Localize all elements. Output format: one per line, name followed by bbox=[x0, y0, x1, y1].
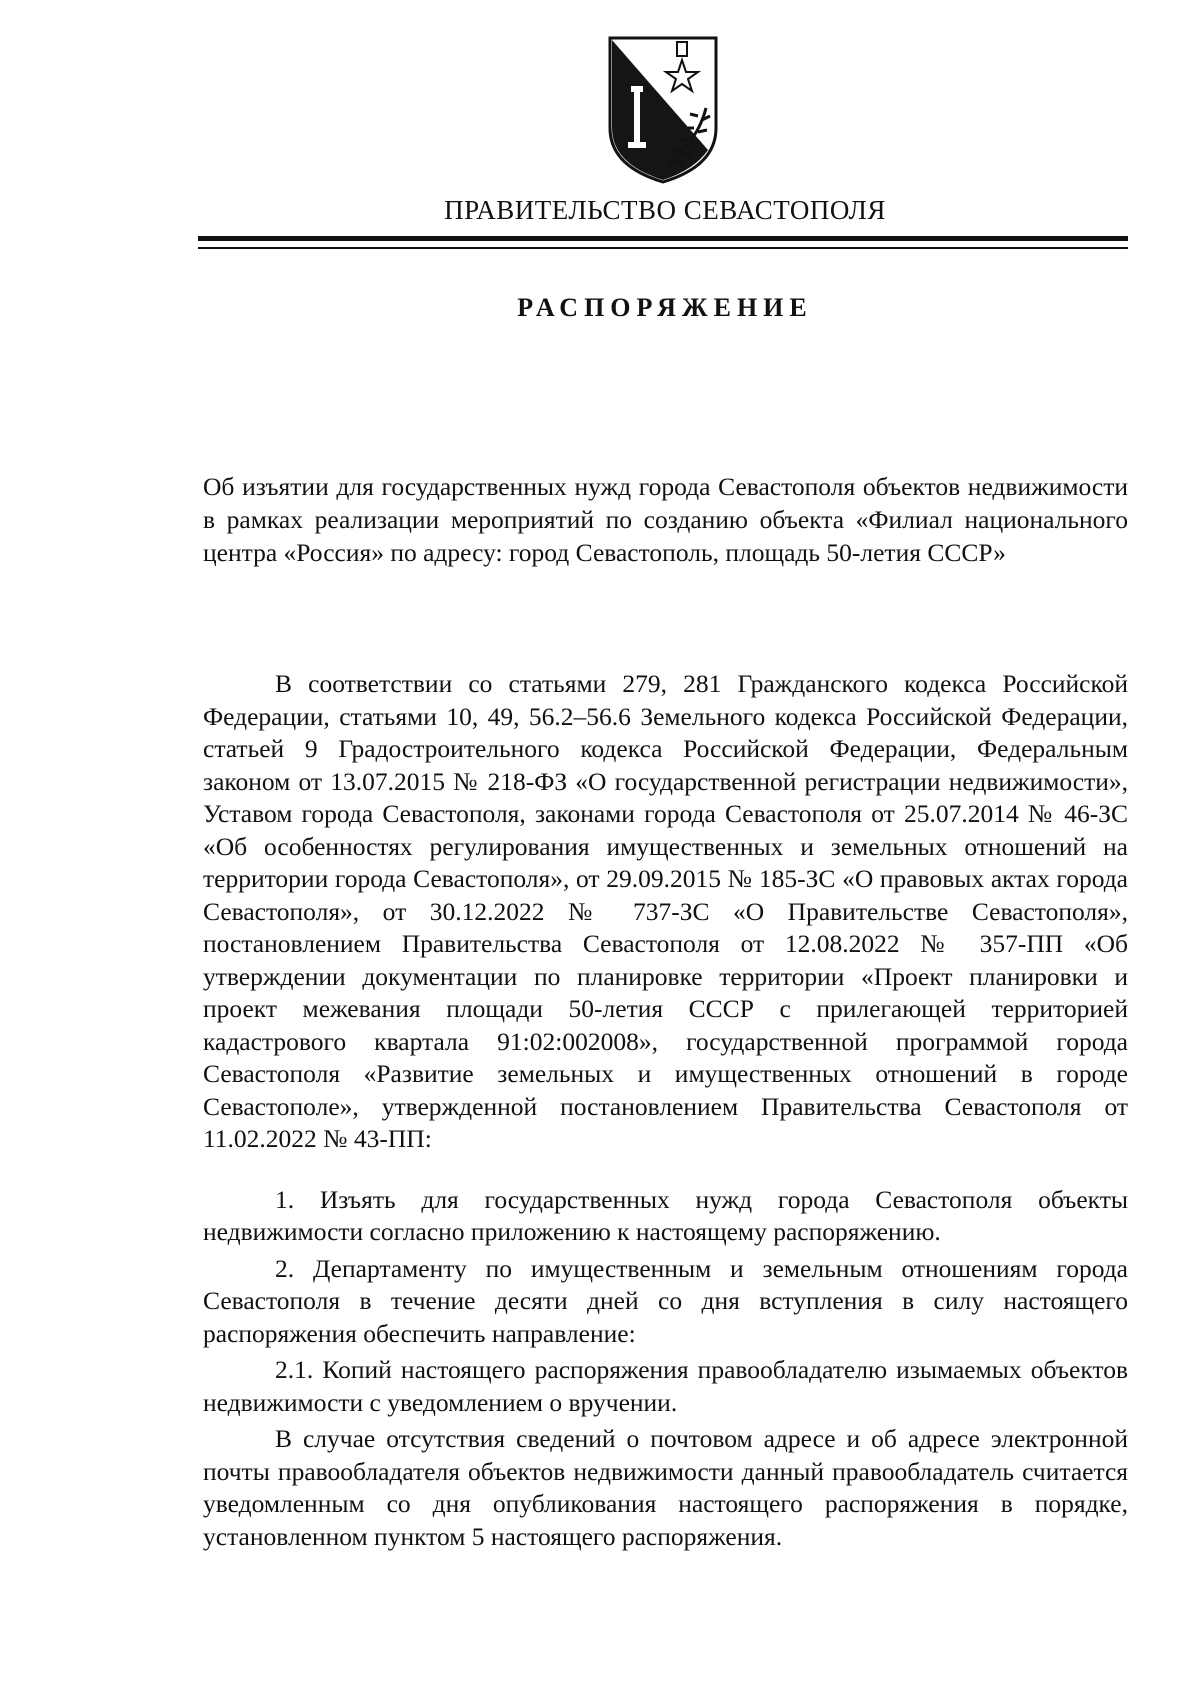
item-1-paragraph: 1. Изъять для государственных нужд города Севастополя объекты недвижимости согласно приложению к настоящему распоряжению. bbox=[203, 1184, 1128, 1246]
sevastopol-coat-of-arms-icon bbox=[598, 30, 728, 190]
preamble-paragraph: В соответствии со статьями 279, 281 Гражданского кодекса Российской Федерации, статьями 10, 49, 56.2–56.6 Земельного кодекса Российской Федерации, статьей 9 Градостроительного кодекса Российской Федерации, Федеральным законом от 13.07.2015 № 218-ФЗ «О государственной регистрации недвижимости», Уставом города Севастополя, законами города Севастополя от 25.07.2014 № 46-ЗС «Об особенностях регулирования имущественных и земельных отношений на территории города Севастополя», от 29.09.2015 № 185-ЗС «О правовых актах города Севастополя», от 30.12.2022 № 737-ЗС «О Правительстве Севастополя», постановлением Правительства Севастополя от 12.08.2022 № 357-ПП «Об утверждении документации по планировке территории «Проект планировки и проект межевания площади 50-летия СССР с прилегающей территорией кадастрового квартала 91:02:002008», государственной программой города Севастополя «Развитие земельных и имущественных отношений в городе Севастополе», утвержденной постановлением Правительства Севастополя от 11.02.2022 № 43-ПП: bbox=[203, 669, 1128, 1153]
document-subject: Об изъятии для государственных нужд города Севастополя объектов недвижимости в рамках реализации мероприятий по созданию объекта «Филиал национального центра «Россия» по адресу: город Севастополь, площадь 50-летия СССР» bbox=[203, 472, 1128, 567]
document-body bbox=[203, 668, 1128, 1553]
item-2-1-note-paragraph: В случае отсутствия сведений о почтовом адресе и об адресе электронной почты правообладателя объектов недвижимости данный правообладатель считается уведомленным со дня опубликования настоящего распоряжения в порядке, установленном пунктом 5 настоящего распоряжения. bbox=[203, 1424, 1128, 1551]
item-2-paragraph: 2. Департаменту по имущественным и земельным отношениям города Севастополя в течение десяти дней со дня вступления в силу настоящего распоряжения обеспечить направление: bbox=[203, 1253, 1128, 1348]
header-rule-thin bbox=[198, 247, 1128, 249]
header-rule-thick bbox=[198, 236, 1128, 241]
government-name: ПРАВИТЕЛЬСТВО СЕВАСТОПОЛЯ bbox=[444, 195, 886, 225]
item-2-1-paragraph: 2.1. Копий настоящего распоряжения правообладателю изымаемых объектов недвижимости с уведомлением о вручении. bbox=[203, 1355, 1128, 1417]
document-type-title: РАСПОРЯЖЕНИЕ bbox=[517, 293, 813, 322]
